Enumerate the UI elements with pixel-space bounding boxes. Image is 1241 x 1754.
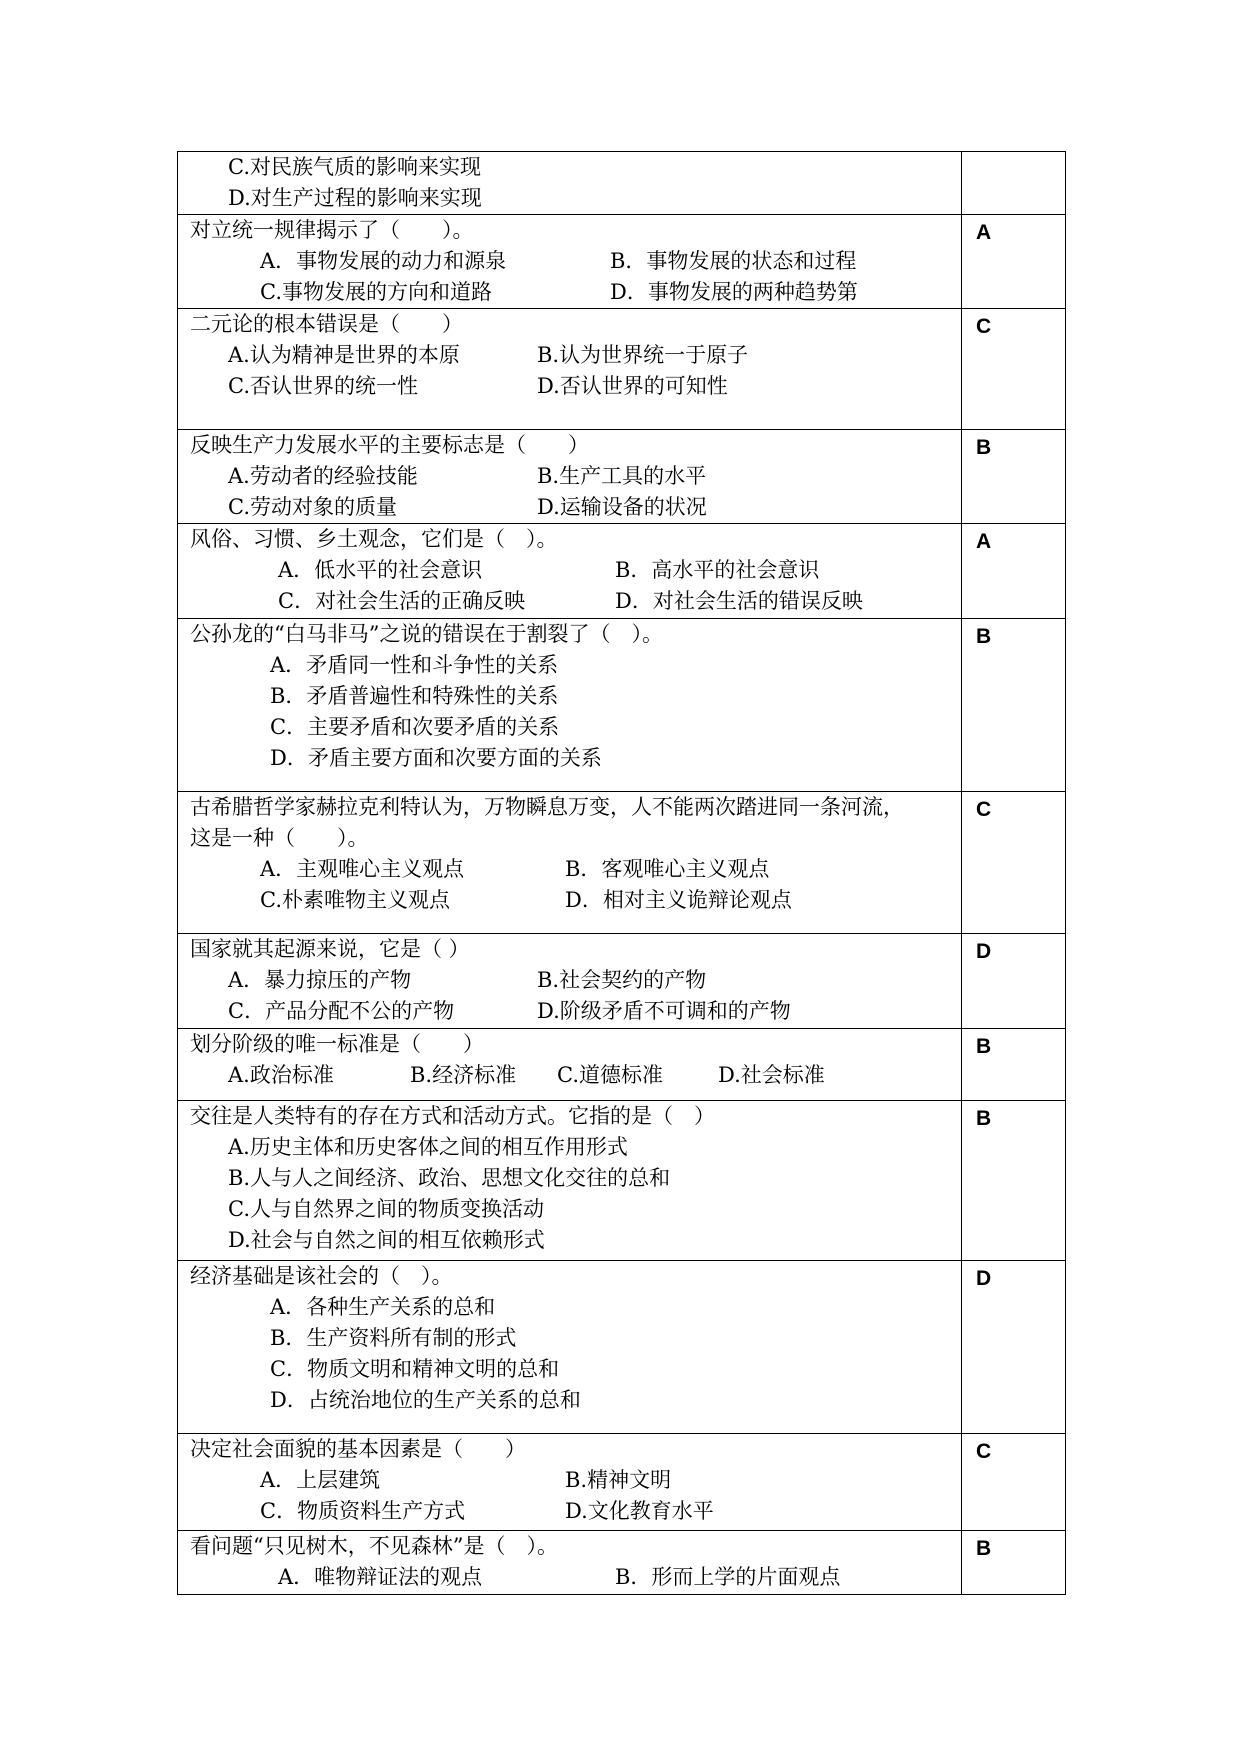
option-line bbox=[190, 1225, 961, 1256]
option-d: D.否认世界的可知性 bbox=[537, 374, 728, 398]
option-line bbox=[190, 1163, 961, 1194]
option-a: A．主观唯心主义观点 bbox=[260, 857, 465, 881]
question-cell bbox=[178, 1101, 962, 1261]
option-line bbox=[190, 1194, 961, 1225]
option-a: A．暴力掠压的产物 bbox=[228, 968, 412, 992]
option-b: B.社会契约的产物 bbox=[537, 968, 707, 992]
option-d: D.阶级矛盾不可调和的产物 bbox=[537, 999, 791, 1023]
question-cell bbox=[178, 215, 962, 309]
option-line bbox=[190, 1292, 961, 1323]
answer-cell bbox=[962, 152, 1066, 215]
table-row bbox=[178, 1531, 1066, 1595]
option-line bbox=[190, 996, 961, 1027]
option-b: B．形而上学的片面观点 bbox=[615, 1565, 841, 1589]
option-c: C.道德标准 bbox=[557, 1063, 663, 1087]
option-b: B.精神文明 bbox=[565, 1468, 672, 1492]
table-row bbox=[178, 934, 1066, 1029]
question-cell bbox=[178, 1261, 962, 1434]
option-d: D.对生产过程的影响来实现 bbox=[228, 186, 482, 210]
option-line bbox=[190, 371, 961, 402]
option-d: D.社会标准 bbox=[718, 1063, 825, 1087]
option-b: B.生产工具的水平 bbox=[537, 464, 707, 488]
option-line bbox=[190, 461, 961, 492]
answer-letter: C bbox=[976, 1440, 992, 1463]
table-row bbox=[178, 792, 1066, 934]
option-c: C．物质资料生产方式 bbox=[260, 1499, 466, 1523]
answer-letter: D bbox=[976, 940, 992, 963]
question-text: 古希腊哲学家赫拉克利特认为，万物瞬息万变，人不能两次踏进同一条河流， bbox=[190, 795, 904, 819]
question-cell bbox=[178, 619, 962, 792]
option-line bbox=[190, 1562, 961, 1593]
answer-cell bbox=[962, 524, 1066, 619]
question-text-line2: 这是一种（ ）。 bbox=[190, 826, 369, 850]
option-line bbox=[190, 1354, 961, 1385]
question-cell bbox=[178, 1029, 962, 1101]
option-d: D.文化教育水平 bbox=[565, 1499, 714, 1523]
answer-cell bbox=[962, 1261, 1066, 1434]
answer-cell bbox=[962, 215, 1066, 309]
answer-letter: B bbox=[976, 1107, 992, 1130]
answer-cell bbox=[962, 792, 1066, 934]
option-d: D.运输设备的状况 bbox=[537, 495, 707, 519]
option-line bbox=[190, 492, 961, 523]
answer-letter: A bbox=[976, 530, 992, 553]
answer-cell bbox=[962, 934, 1066, 1029]
option-c: C.对民族气质的影响来实现 bbox=[228, 155, 481, 179]
answer-cell bbox=[962, 619, 1066, 792]
question-text: 公孙龙的“白马非马”之说的错误在于割裂了（ ）。 bbox=[190, 622, 663, 646]
option-d: D．矛盾主要方面和次要方面的关系 bbox=[270, 746, 602, 770]
option-b: B.人与人之间经济、政治、思想文化交往的总和 bbox=[228, 1166, 671, 1190]
question-cell bbox=[178, 1531, 962, 1595]
option-line bbox=[190, 681, 961, 712]
table-row bbox=[178, 309, 1066, 430]
question-text: 国家就其起源来说，它是（ ） bbox=[190, 937, 470, 961]
option-c: C.朴素唯物主义观点 bbox=[260, 888, 450, 912]
table-row bbox=[178, 152, 1066, 215]
option-b: B．矛盾普遍性和特殊性的关系 bbox=[270, 684, 559, 708]
answer-letter: D bbox=[976, 1267, 992, 1290]
question-text: 二元论的根本错误是（ ） bbox=[190, 312, 463, 336]
option-line bbox=[190, 854, 961, 885]
option-a: A.政治标准 bbox=[228, 1063, 334, 1087]
question-text: 经济基础是该社会的（ ）。 bbox=[190, 1264, 453, 1288]
question-text: 风俗、习惯、乡土观念，它们是（ ）。 bbox=[190, 527, 558, 551]
option-line bbox=[190, 1465, 961, 1496]
option-a: A.劳动者的经验技能 bbox=[228, 464, 418, 488]
table-row bbox=[178, 430, 1066, 524]
option-line bbox=[190, 743, 961, 774]
option-a: A．上层建筑 bbox=[260, 1468, 381, 1492]
option-a: A．低水平的社会意识 bbox=[278, 558, 483, 582]
option-line bbox=[190, 1496, 961, 1527]
table-row bbox=[178, 619, 1066, 792]
question-cell bbox=[178, 430, 962, 524]
option-line bbox=[190, 965, 961, 996]
option-b: B.认为世界统一于原子 bbox=[537, 343, 749, 367]
table-row bbox=[178, 1029, 1066, 1101]
option-c: C.事物发展的方向和道路 bbox=[260, 280, 492, 304]
option-d: D.社会与自然之间的相互依赖形式 bbox=[228, 1228, 545, 1252]
answer-letter: B bbox=[976, 1035, 992, 1058]
option-line bbox=[190, 712, 961, 743]
option-a: A．唯物辩证法的观点 bbox=[278, 1565, 483, 1589]
option-a: A．各种生产关系的总和 bbox=[270, 1295, 496, 1319]
option-d: D．相对主义诡辩论观点 bbox=[565, 888, 792, 912]
answer-cell bbox=[962, 1101, 1066, 1261]
answer-letter: A bbox=[976, 221, 992, 244]
question-cell bbox=[178, 309, 962, 430]
answer-cell bbox=[962, 1029, 1066, 1101]
answer-cell bbox=[962, 1531, 1066, 1595]
option-b: B．生产资料所有制的形式 bbox=[270, 1326, 517, 1350]
option-a: A．矛盾同一性和斗争性的关系 bbox=[270, 653, 559, 677]
option-a: A.历史主体和历史客体之间的相互作用形式 bbox=[228, 1135, 628, 1159]
question-cell bbox=[178, 792, 962, 934]
question-text: 对立统一规律揭示了（ ）。 bbox=[190, 218, 474, 242]
question-answer-table bbox=[177, 151, 1066, 1595]
option-c: C．对社会生活的正确反映 bbox=[278, 589, 526, 613]
question-cell bbox=[178, 524, 962, 619]
option-line bbox=[190, 555, 961, 586]
option-line bbox=[190, 1323, 961, 1354]
option-line bbox=[190, 1132, 961, 1163]
question-text: 划分阶级的唯一标准是（ ） bbox=[190, 1032, 484, 1056]
question-cell bbox=[178, 152, 962, 215]
answer-letter: B bbox=[976, 1537, 992, 1560]
table-row bbox=[178, 1101, 1066, 1261]
answer-letter: B bbox=[976, 625, 992, 648]
option-line bbox=[190, 340, 961, 371]
table-row bbox=[178, 1434, 1066, 1531]
option-c: C．产品分配不公的产物 bbox=[228, 999, 455, 1023]
option-b: B．客观唯心主义观点 bbox=[565, 857, 770, 881]
option-line bbox=[190, 885, 961, 916]
option-line bbox=[190, 1385, 961, 1416]
option-a: A．事物发展的动力和源泉 bbox=[260, 249, 507, 273]
question-cell bbox=[178, 1434, 962, 1531]
question-text: 看问题“只见树木，不见森林”是（ ）。 bbox=[190, 1534, 558, 1558]
option-b: B．事物发展的状态和过程 bbox=[610, 249, 857, 273]
option-line bbox=[190, 183, 961, 214]
option-line bbox=[190, 586, 961, 617]
answer-letter: C bbox=[976, 315, 992, 338]
answer-cell bbox=[962, 1434, 1066, 1531]
option-d: D．占统治地位的生产关系的总和 bbox=[270, 1388, 581, 1412]
option-d: D．事物发展的两种趋势第 bbox=[610, 280, 858, 304]
question-text: 决定社会面貌的基本因素是（ ） bbox=[190, 1437, 526, 1461]
option-line bbox=[190, 246, 961, 277]
option-line bbox=[190, 152, 961, 183]
question-text: 交往是人类特有的存在方式和活动方式。它指的是（ ） bbox=[190, 1104, 715, 1128]
option-c: C.劳动对象的质量 bbox=[228, 495, 397, 519]
option-b: B．高水平的社会意识 bbox=[615, 558, 820, 582]
answer-letter: B bbox=[976, 436, 992, 459]
option-a: A.认为精神是世界的本原 bbox=[228, 343, 460, 367]
option-c: C.否认世界的统一性 bbox=[228, 374, 418, 398]
answer-cell bbox=[962, 430, 1066, 524]
option-line bbox=[190, 1060, 961, 1091]
question-cell bbox=[178, 934, 962, 1029]
option-d: D．对社会生活的错误反映 bbox=[615, 589, 863, 613]
option-c: C．物质文明和精神文明的总和 bbox=[270, 1357, 560, 1381]
table-row bbox=[178, 1261, 1066, 1434]
question-text: 反映生产力发展水平的主要标志是（ ） bbox=[190, 433, 589, 457]
option-c: C.人与自然界之间的物质变换活动 bbox=[228, 1197, 544, 1221]
option-c: C．主要矛盾和次要矛盾的关系 bbox=[270, 715, 560, 739]
answer-letter: C bbox=[976, 798, 992, 821]
table-row bbox=[178, 215, 1066, 309]
option-line bbox=[190, 650, 961, 681]
option-line bbox=[190, 277, 961, 308]
table-row bbox=[178, 524, 1066, 619]
answer-cell bbox=[962, 309, 1066, 430]
option-b: B.经济标准 bbox=[410, 1063, 517, 1087]
